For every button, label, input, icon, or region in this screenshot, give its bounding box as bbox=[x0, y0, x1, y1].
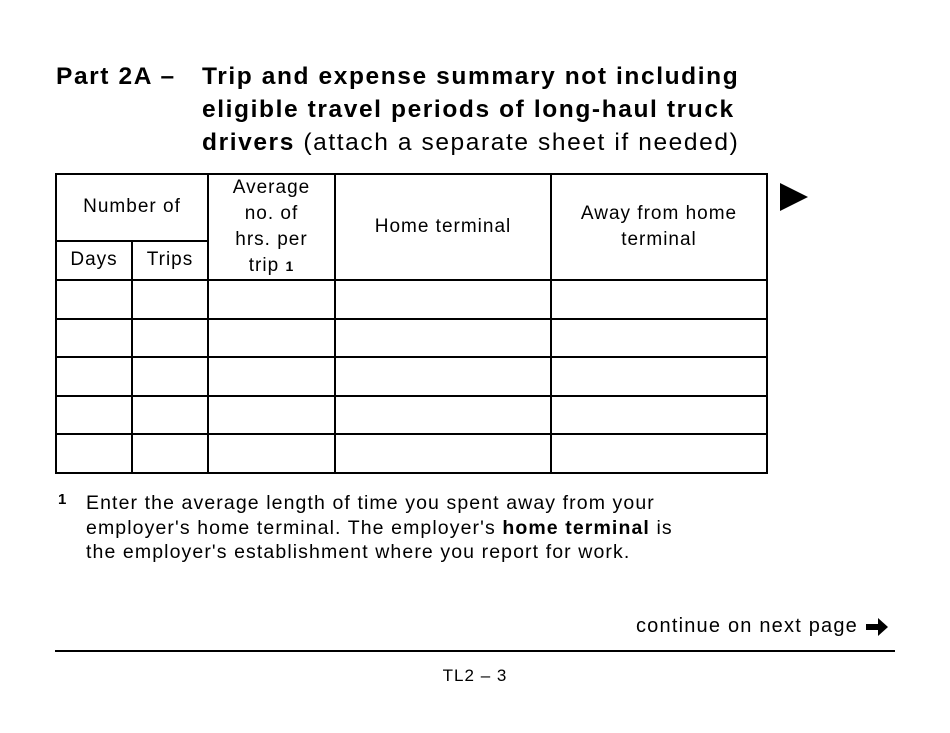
trip-summary-table bbox=[55, 173, 768, 474]
footnote-ref: 1 bbox=[285, 258, 295, 274]
away-line-2: terminal bbox=[621, 229, 697, 250]
home-terminal-input[interactable] bbox=[335, 434, 551, 473]
footnote-line-2-post: is bbox=[649, 516, 673, 539]
trips-input[interactable] bbox=[132, 280, 208, 319]
footnote-line-2-bold: home terminal bbox=[502, 516, 650, 539]
part-label: Part 2A – bbox=[56, 63, 176, 90]
page-number: TL2 – 3 bbox=[442, 666, 508, 685]
heading-line-1: Trip and expense summary not including bbox=[202, 63, 740, 90]
home-terminal-input[interactable] bbox=[335, 396, 551, 435]
footnote-line-1: Enter the average length of time you spent away from your bbox=[86, 492, 655, 514]
trips-input[interactable] bbox=[132, 434, 208, 473]
footnote-line-2 bbox=[86, 516, 806, 541]
trips-input[interactable] bbox=[132, 357, 208, 396]
away-terminal-input[interactable] bbox=[551, 319, 767, 358]
heading-line-2: eligible travel periods of long-haul truck bbox=[202, 96, 735, 123]
days-input[interactable] bbox=[56, 357, 132, 396]
footnote-number: 1 bbox=[58, 491, 68, 508]
avg-hours-input[interactable] bbox=[208, 396, 335, 435]
footnote-line-3: the employer's establishment where you report for work. bbox=[86, 541, 631, 563]
heading-line-3-rest: (attach a separate sheet if needed) bbox=[294, 129, 740, 156]
table-row bbox=[56, 319, 767, 358]
days-header: Days bbox=[56, 241, 132, 281]
trips-input[interactable] bbox=[132, 396, 208, 435]
home-terminal-input[interactable] bbox=[335, 319, 551, 358]
avg-line-3: hrs. per bbox=[235, 229, 308, 250]
avg-hours-input[interactable] bbox=[208, 280, 335, 319]
avg-hours-input[interactable] bbox=[208, 319, 335, 358]
footnote-text bbox=[86, 491, 806, 565]
trips-header: Trips bbox=[132, 241, 208, 281]
divider bbox=[55, 650, 895, 652]
avg-hours-input[interactable] bbox=[208, 357, 335, 396]
trips-input[interactable] bbox=[132, 319, 208, 358]
away-terminal-input[interactable] bbox=[551, 280, 767, 319]
away-terminal-input[interactable] bbox=[551, 434, 767, 473]
home-terminal-header: Home terminal bbox=[335, 174, 551, 280]
days-input[interactable] bbox=[56, 280, 132, 319]
play-arrow-icon bbox=[780, 183, 808, 211]
table-row bbox=[56, 434, 767, 473]
avg-line-2: no. of bbox=[244, 203, 299, 224]
heading-line-3 bbox=[202, 126, 739, 159]
footnote-line-2-pre: employer's home terminal. The employer's bbox=[86, 516, 503, 539]
away-terminal-input[interactable] bbox=[551, 396, 767, 435]
continue-label: continue on next page bbox=[635, 615, 858, 637]
number-of-header: Number of bbox=[56, 174, 208, 241]
right-arrow-icon bbox=[864, 616, 890, 638]
home-terminal-input[interactable] bbox=[335, 280, 551, 319]
table-row bbox=[56, 280, 767, 319]
avg-hours-header bbox=[208, 174, 335, 280]
days-input[interactable] bbox=[56, 319, 132, 358]
continue-next-page bbox=[636, 615, 890, 638]
avg-hours-input[interactable] bbox=[208, 434, 335, 473]
avg-line-1: Average bbox=[232, 177, 311, 198]
away-terminal-header bbox=[551, 174, 767, 280]
days-input[interactable] bbox=[56, 396, 132, 435]
away-terminal-input[interactable] bbox=[551, 357, 767, 396]
days-input[interactable] bbox=[56, 434, 132, 473]
table-row bbox=[56, 357, 767, 396]
table-row bbox=[56, 396, 767, 435]
away-line-1: Away from home bbox=[580, 203, 738, 224]
heading-line-3-bold: drivers bbox=[202, 129, 295, 156]
avg-line-4: trip bbox=[248, 255, 280, 276]
home-terminal-input[interactable] bbox=[335, 357, 551, 396]
